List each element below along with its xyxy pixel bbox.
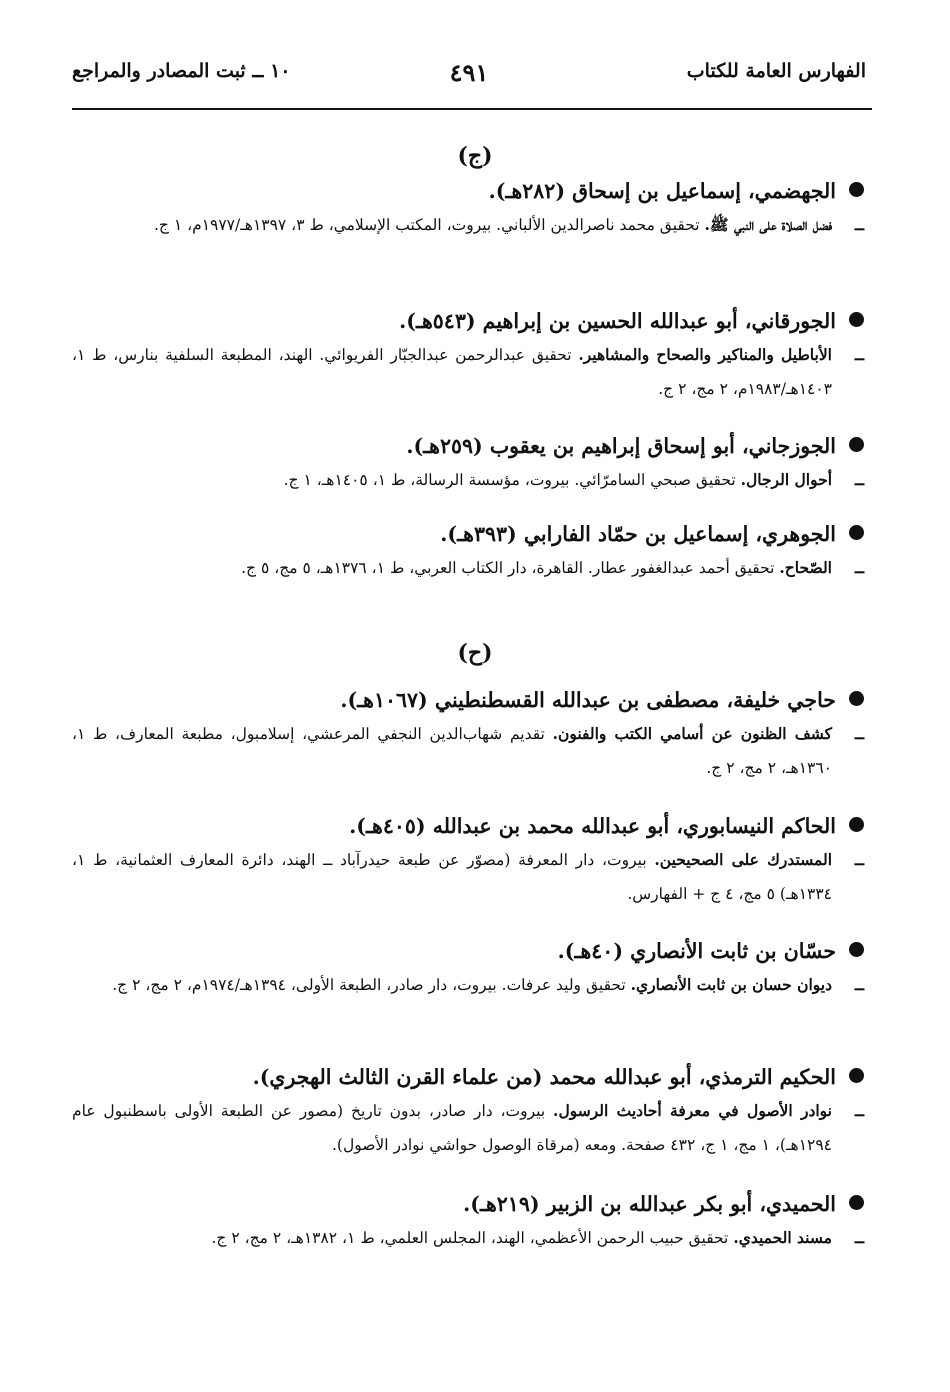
- work-details: تحقيق عبدالرحمن عبدالجبّار الفريوائي. الهند، المطبعة السلفية بنارس، ط ١، ١٤٠٣هـ/١٩٨٣م، ٢ مج، ٢ ج.: [72, 346, 832, 398]
- work-details: تحقيق حبيب الرحمن الأعظمي، الهند، المجلس العلمي، ط ١، ١٣٨٢هـ، ٢ مج، ٢ ج.: [211, 1229, 734, 1247]
- work-title: الأباطيل والمناكير والصحاح والمشاهير.: [578, 345, 832, 364]
- work-title: فضل الصلاة على النبي ﷺ.: [704, 215, 832, 234]
- running-head: [72, 60, 866, 96]
- bibliography-entry: [72, 1062, 864, 1162]
- work-dash: ــ: [854, 470, 864, 489]
- work-details: بيروت، دار صادر، بدون تاريخ (مصور عن الطبعة الأولى باسطنبول عام ١٢٩٤هـ)، ١ مج، ١ ج، ٤٣٢ صفحة. ومعه (مرقاة الوصول حواشي نوادر الأصول).: [72, 1102, 832, 1154]
- entry-work: [72, 717, 864, 785]
- bibliography-entry: [72, 936, 864, 1002]
- bibliography-entry: [72, 1189, 864, 1255]
- entry-author: الجوهري، إسماعيل بن حمّاد الفارابي (٣٩٣هـ).: [440, 522, 836, 546]
- work-title: كشف الظنون عن أسامي الكتب والفنون.: [552, 724, 833, 743]
- page-number: ٤٩١: [449, 58, 489, 87]
- index-title: الفهارس العامة للكتاب: [686, 60, 866, 82]
- work-dash: ــ: [854, 558, 864, 577]
- work-dash: ــ: [854, 975, 864, 994]
- work-details: تحقيق أحمد عبدالغفور عطار. القاهرة، دار الكتاب العربي، ط ١، ١٣٧٦هـ، ٥ مج، ٥ ج.: [241, 559, 780, 577]
- work-dash: ــ: [854, 1101, 864, 1120]
- entry-work: [72, 551, 864, 585]
- entry-author: الجورقاني، أبو عبدالله الحسين بن إبراهيم (٥٤٣هـ).: [399, 309, 836, 333]
- work-details: تقديم شهاب‌الدين النجفي المرعشي، إسلامبول، مطبعة المعارف، ط ١، ١٣٦٠هـ، ٢ مج، ٢ ج.: [72, 725, 832, 777]
- bullet-icon: [849, 182, 864, 197]
- entry-work: [72, 968, 864, 1002]
- bullet-icon: [849, 1195, 864, 1210]
- section-letter-jim: (ج): [457, 143, 493, 169]
- work-title: أحوال الرجال.: [740, 470, 832, 489]
- work-title: مسند الحميدي.: [733, 1228, 832, 1247]
- bibliography-entry: [72, 176, 864, 242]
- entry-author: الحاكم النيسابوري، أبو عبدالله محمد بن عبدالله (٤٠٥هـ).: [349, 814, 836, 838]
- entry-author: الحكيم الترمذي، أبو عبدالله محمد (من علماء القرن الثالث الهجري).: [252, 1065, 836, 1089]
- bibliography-entry: [72, 306, 864, 406]
- work-dash: ــ: [854, 1228, 864, 1247]
- work-title: ديوان حسان بن ثابت الأنصاري.: [630, 975, 832, 994]
- bullet-icon: [849, 525, 864, 540]
- bibliography-entry: [72, 685, 864, 785]
- bibliography-entry: [72, 431, 864, 497]
- entry-author: الحميدي، أبو بكر عبدالله بن الزبير (٢١٩هـ).: [463, 1192, 836, 1216]
- work-title: نوادر الأصول في معرفة أحاديث الرسول.: [553, 1101, 832, 1120]
- entry-work: [72, 843, 864, 911]
- entry-author: الجوزجاني، أبو إسحاق إبراهيم بن يعقوب (٢٥٩هـ).: [406, 434, 836, 458]
- bibliography-entry: [72, 519, 864, 585]
- work-title: المستدرك على الصحيحين.: [654, 850, 833, 869]
- entry-work: [72, 208, 864, 242]
- bullet-icon: [849, 437, 864, 452]
- bullet-icon: [849, 942, 864, 957]
- work-details: تحقيق صبحي السامرّائي. بيروت، مؤسسة الرسالة، ط ١، ١٤٠٥هـ، ١ ج.: [283, 471, 741, 489]
- entry-work: [72, 1094, 864, 1162]
- entry-author: حاجي خليفة، مصطفى بن عبدالله القسطنطيني (١٠٦٧هـ).: [340, 688, 836, 712]
- work-dash: ــ: [854, 215, 864, 234]
- bullet-icon: [849, 691, 864, 706]
- entry-work: [72, 463, 864, 497]
- bullet-icon: [849, 1068, 864, 1083]
- bullet-icon: [849, 312, 864, 327]
- chapter-title: ١٠ ــ ثبت المصادر والمراجع: [72, 60, 291, 82]
- entry-work: [72, 1221, 864, 1255]
- work-dash: ــ: [854, 345, 864, 364]
- entry-author: الجهضمي، إسماعيل بن إسحاق (٢٨٢هـ).: [488, 179, 836, 203]
- work-dash: ــ: [854, 724, 864, 743]
- bullet-icon: [849, 817, 864, 832]
- entry-work: [72, 338, 864, 406]
- work-title: الصّحاح.: [779, 558, 832, 577]
- work-details: تحقيق وليد عرفات. بيروت، دار صادر، الطبعة الأولى، ١٣٩٤هـ/١٩٧٤م، ٢ مج، ٢ ج.: [112, 976, 631, 994]
- work-details: تحقيق محمد ناصرالدين الألباني. بيروت، المكتب الإسلامي، ط ٣، ١٣٩٧هـ/١٩٧٧م، ١ ج.: [153, 216, 705, 234]
- bibliography-entry: [72, 811, 864, 911]
- work-details: بيروت، دار المعرفة (مصوّر عن طبعة حيدرآباد ــ الهند، دائرة المعارف العثمانية، ط ١، ١٣٣٤هـ) ٥ مج، ٤ ج + الفهارس.: [72, 851, 832, 903]
- header-rule: [72, 108, 872, 110]
- work-dash: ــ: [854, 850, 864, 869]
- entry-author: حسّان بن ثابت الأنصاري (٤٠هـ).: [557, 939, 836, 963]
- section-letter-ha: (ح): [457, 640, 493, 666]
